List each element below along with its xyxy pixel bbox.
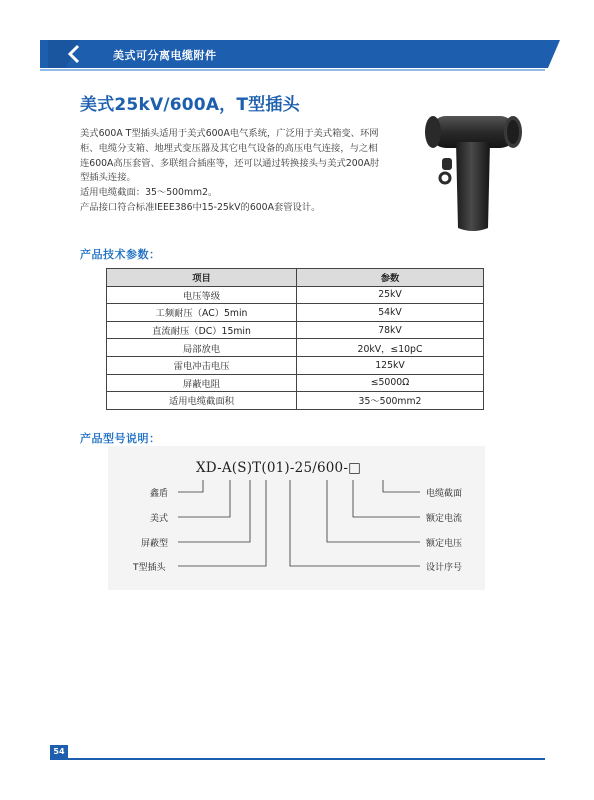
table-cell: 125kV [297, 356, 484, 374]
table-cell: ≤5000Ω [297, 374, 484, 392]
intro-line: 产品接口符合标准IEEE386中15-25kV的600A套管设计。 [80, 201, 321, 213]
table-cell: 78kV [297, 321, 484, 339]
table-cell: 25kV [297, 286, 484, 304]
model-code: XD-A(S)T(01)-25/600-□ [196, 460, 362, 476]
table-cell: 54kV [297, 304, 484, 322]
model-label-voltage: 额定电压 [426, 539, 463, 549]
product-intro [80, 127, 415, 216]
intro-line: 连600A高压套管、多联组合插座等，还可以通过转换接头与美式200A肘 [80, 157, 380, 169]
table-row [107, 286, 484, 304]
model-label-current: 额定电流 [426, 514, 463, 524]
table-cell: 局部放电 [107, 339, 297, 357]
table-row [107, 304, 484, 322]
column-header: 项目 [107, 269, 297, 287]
table-cell: 适用电缆截面积 [107, 392, 297, 410]
header-banner [0, 0, 594, 75]
table-header-row [107, 269, 484, 287]
page-number: 54 [50, 745, 68, 759]
column-header: 参数 [297, 269, 484, 287]
model-label-shield: 屏蔽型 [141, 539, 169, 549]
table-cell: 屏蔽电阻 [107, 374, 297, 392]
params-heading: 产品技术参数： [80, 248, 161, 261]
intro-line: 型插头连接。 [80, 172, 136, 184]
header-title: 美式可分离电缆附件 [113, 49, 217, 62]
table-row [107, 374, 484, 392]
table-cell: 雷电冲击电压 [107, 356, 297, 374]
table-row [107, 392, 484, 410]
footer-bar [0, 740, 594, 770]
model-label-brand: 鑫盾 [150, 489, 169, 499]
table-row [107, 321, 484, 339]
model-label-serial: 设计序号 [426, 563, 463, 573]
model-heading: 产品型号说明： [80, 432, 161, 445]
page-title: 美式25kV/600A，T型插头 [80, 95, 300, 115]
intro-line: 适用电缆截面：35～500mm2。 [80, 187, 218, 199]
table-row [107, 356, 484, 374]
table-cell: 直流耐压（DC）15min [107, 321, 297, 339]
intro-line: 柜、电缆分支箱、地埋式变压器及其它电气设备的高压电气连接，与之相 [80, 142, 378, 154]
model-label-section: 电缆截面 [426, 489, 463, 499]
table-cell: 工频耐压（AC）5min [107, 304, 297, 322]
table-row [107, 339, 484, 357]
t-plug-image [418, 108, 528, 236]
model-label-type: T型插头 [133, 563, 166, 573]
model-label-style: 美式 [150, 514, 169, 524]
table-cell: 20kV，≤10pC [297, 339, 484, 357]
table-cell: 35～500mm2 [297, 392, 484, 410]
intro-line: 美式600A T型插头适用于美式600A电气系统，广泛用于美式箱变、环网 [80, 128, 379, 139]
table-cell: 电压等级 [107, 286, 297, 304]
spec-table [106, 268, 484, 410]
